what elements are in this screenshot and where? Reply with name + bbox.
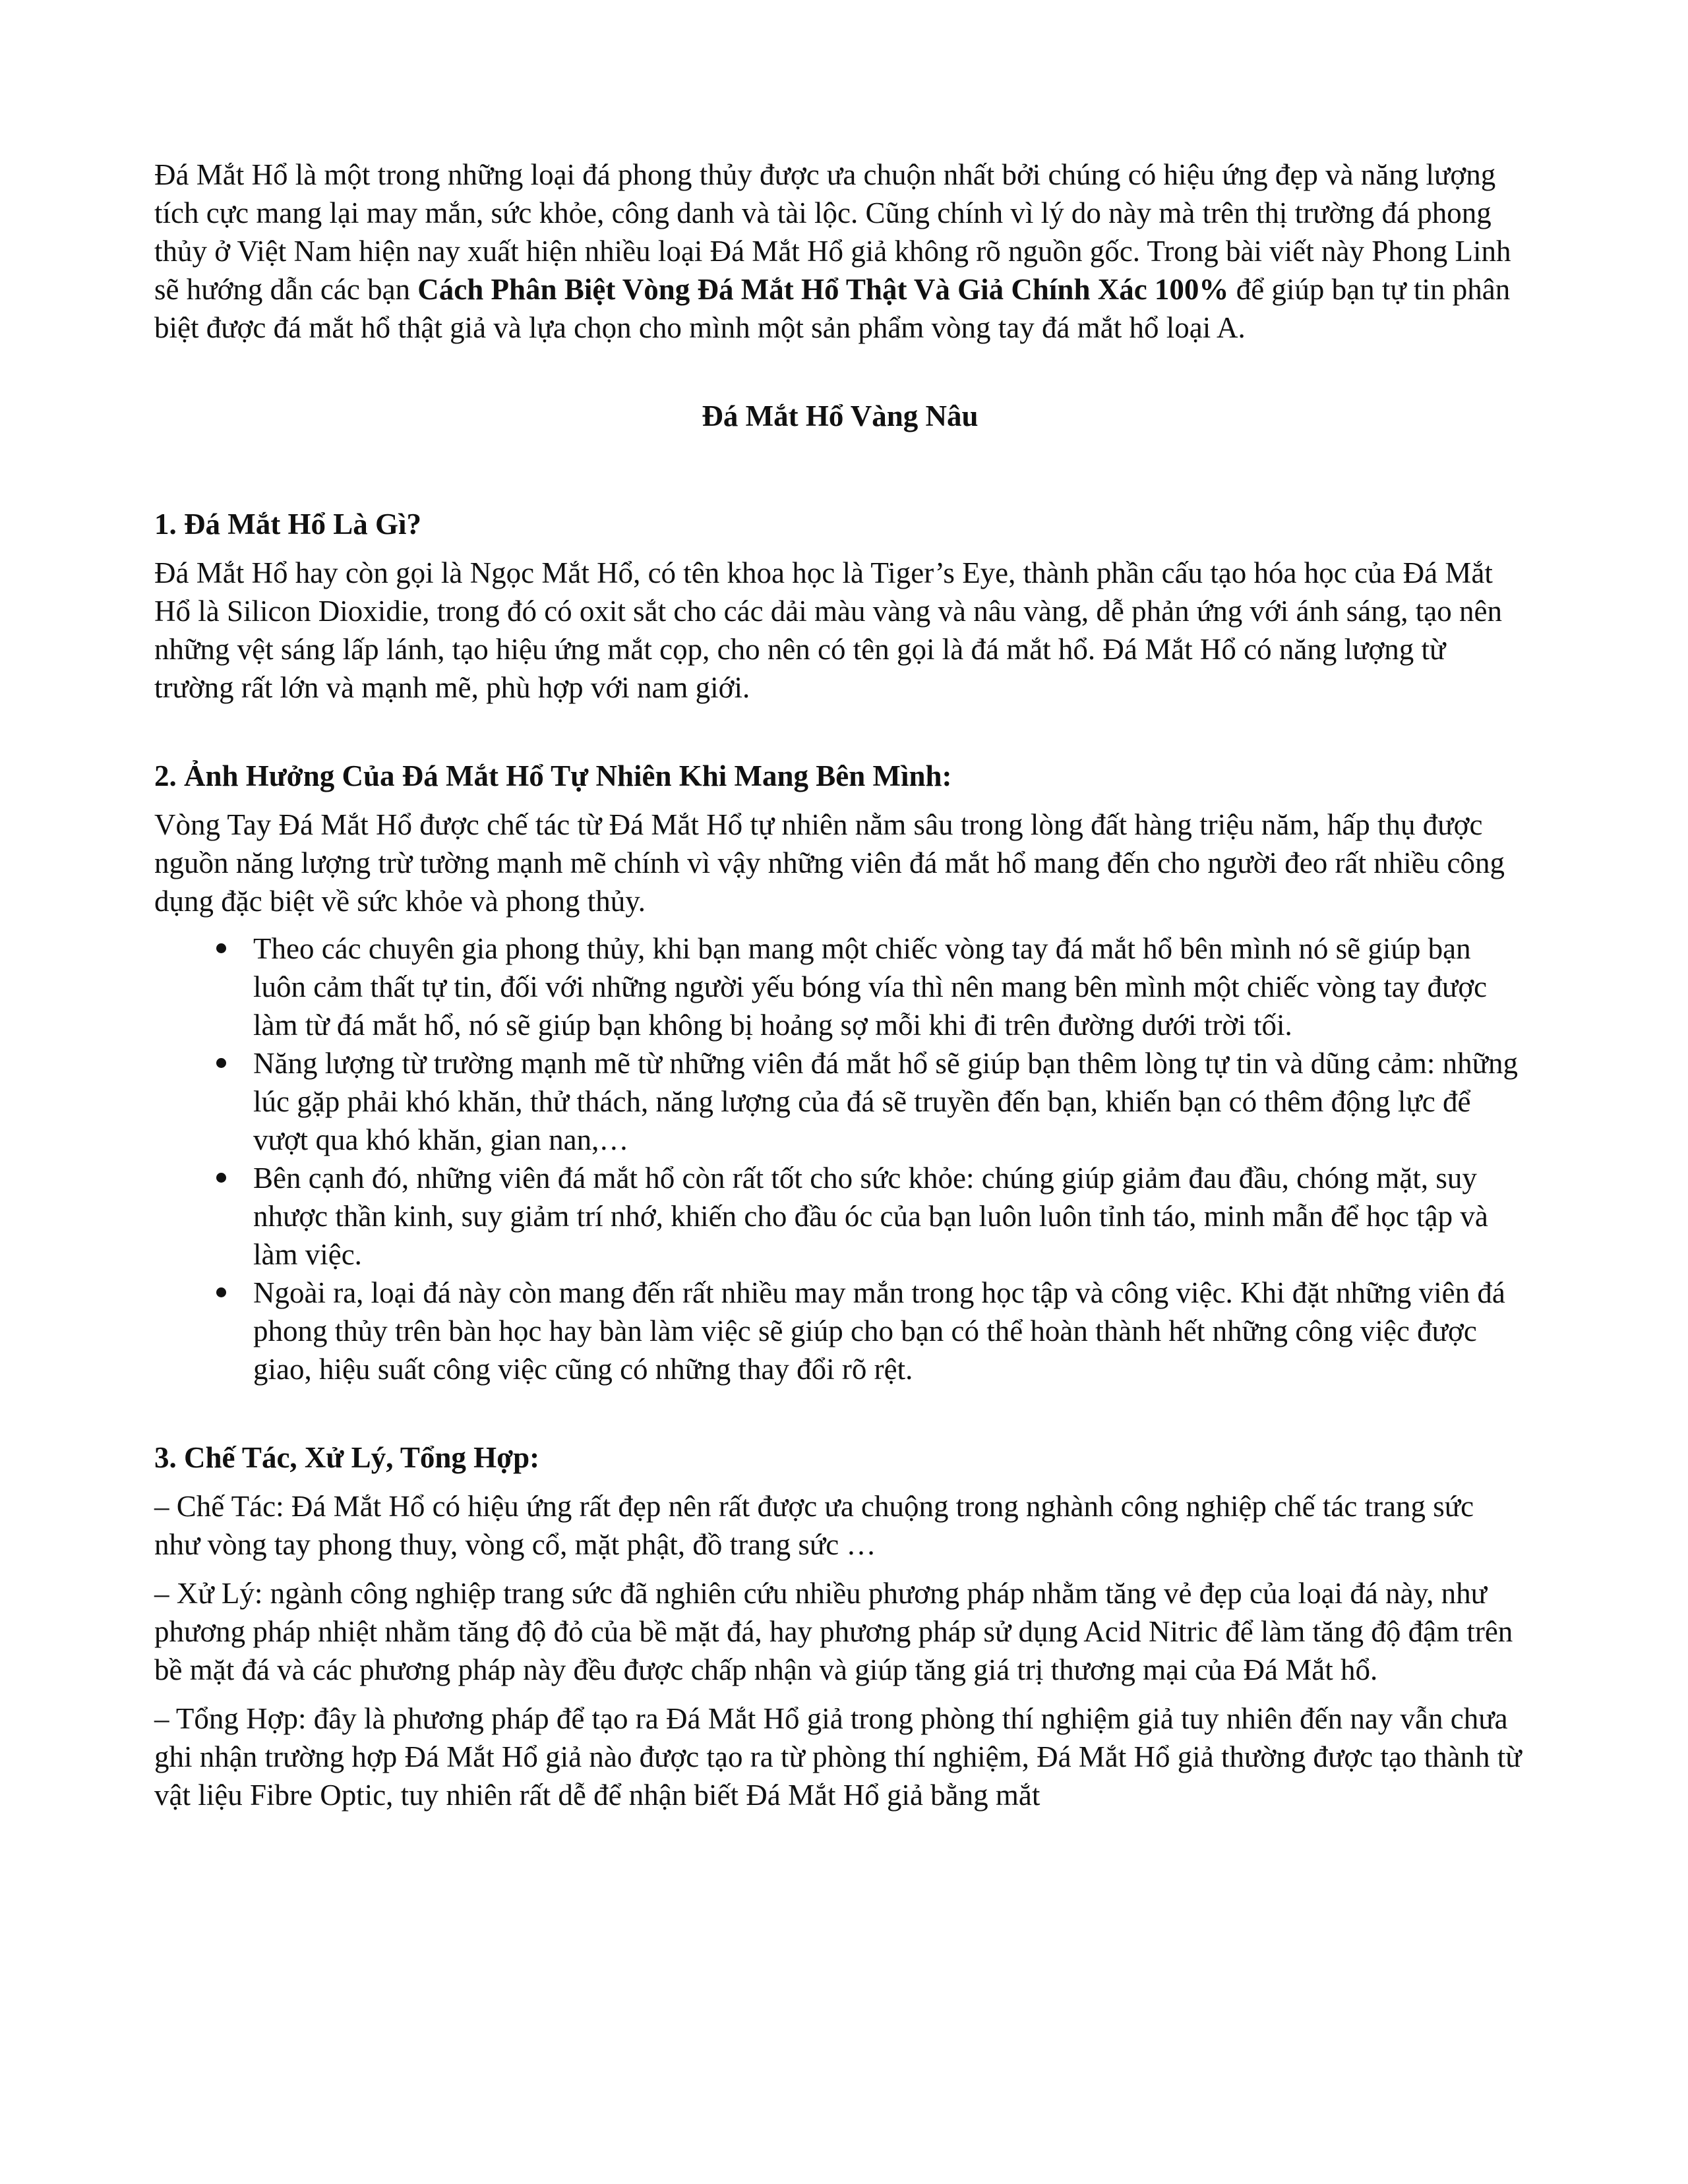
image-caption: Đá Mắt Hổ Vàng Nâu	[702, 399, 979, 432]
bullet-icon	[216, 1058, 226, 1068]
intro-text-part1: Đá Mắt Hổ là một trong những loại đá phong thủy được ưa chuộn nhất bởi chúng có hiệu ứng đẹp và năng lượng tích cực mang lại may mắn, sức khỏe, công danh và tài lộc. Cũng chính vì lý do này mà trên thị trường đá phong thủy ở Việt Nam hiện nay xuất hiện nhiều loại Đá Mắt Hổ giả không rõ nguồn gốc. Trong bài viết này Phong Linh sẽ hướng dẫn các bạn	[154, 158, 1511, 306]
list-item	[154, 930, 1526, 1044]
list-item-text: Năng lượng từ trường mạnh mẽ từ những viên đá mắt hổ sẽ giúp bạn thêm lòng tự tin và dũng cảm: những lúc gặp phải khó khăn, thử thách, năng lượng của đá sẽ truyền đến bạn, khiến bạn có thêm động lực để vượt qua khó khăn, gian nan,…	[253, 1047, 1519, 1156]
section3-paragraph-treatment: – Xử Lý: ngành công nghiệp trang sức đã nghiên cứu nhiều phương pháp nhằm tăng vẻ đẹp của loại đá này, như phương pháp nhiệt nhằm tăng độ đỏ của bề mặt đá, hay phương pháp sử dụng Acid Nitric để làm tăng độ đậm trên bề mặt đá và các phương pháp này đều được chấp nhận và giúp tăng giá trị thương mại của Đá Mắt hổ.	[154, 1577, 1513, 1686]
section2-heading: 2. Ảnh Hưởng Của Đá Mắt Hổ Tự Nhiên Khi Mang Bên Mình:	[154, 759, 952, 792]
section2-bullet-list	[154, 930, 1526, 1388]
list-item	[154, 1044, 1526, 1159]
list-item-text: Bên cạnh đó, những viên đá mắt hổ còn rất tốt cho sức khỏe: chúng giúp giảm đau đầu, chóng mặt, suy nhược thần kinh, suy giảm trí nhớ, khiến cho đầu óc của bạn luôn luôn tỉnh táo, minh mẫn để học tập và làm việc.	[253, 1162, 1488, 1271]
list-item	[154, 1159, 1526, 1274]
list-item	[154, 1274, 1526, 1388]
intro-bold-title: Cách Phân Biệt Vòng Đá Mắt Hổ Thật Và Giả Chính Xác 100%	[417, 273, 1229, 306]
section2-paragraph: Vòng Tay Đá Mắt Hổ được chế tác từ Đá Mắt Hổ tự nhiên nằm sâu trong lòng đất hàng triệu năm, hấp thụ được nguồn năng lượng trừ tường mạnh mẽ chính vì vậy những viên đá mắt hổ mang đến cho người đeo rất nhiều công dụng đặc biệt về sức khỏe và phong thủy.	[154, 808, 1505, 918]
section1-paragraph: Đá Mắt Hổ hay còn gọi là Ngọc Mắt Hổ, có tên khoa học là Tiger’s Eye, thành phần cấu tạo hóa học của Đá Mắt Hổ là Silicon Dioxidie, trong đó có oxit sắt cho các dải màu vàng và nâu vàng, dễ phản ứng với ánh sáng, tạo nên những vệt sáng lấp lánh, tạo hiệu ứng mắt cọp, cho nên có tên gọi là đá mắt hổ. Đá Mắt Hổ có năng lượng từ trường rất lớn và mạnh mẽ, phù hợp với nam giới.	[154, 556, 1502, 704]
bullet-icon	[216, 1287, 226, 1297]
intro-text-part2: để giúp bạn tự tin phân biệt được đá mắt hổ thật giả và lựa chọn cho mình một sản phẩm vòng tay đá mắt hổ loại A.	[154, 273, 1511, 344]
document-page	[154, 156, 1526, 1814]
section1-heading: 1. Đá Mắt Hổ Là Gì?	[154, 508, 421, 541]
list-item-text: Ngoài ra, loại đá này còn mang đến rất nhiều may mắn trong học tập và công việc. Khi đặt những viên đá phong thủy trên bàn học hay bàn làm việc sẽ giúp cho bạn có thể hoàn thành hết những công việc được giao, hiệu suất công việc cũng có những thay đổi rõ rệt.	[253, 1276, 1505, 1386]
bullet-icon	[216, 1173, 226, 1183]
bullet-icon	[216, 943, 226, 953]
section3-heading: 3. Chế Tác, Xử Lý, Tổng Hợp:	[154, 1441, 540, 1474]
list-item-text: Theo các chuyên gia phong thủy, khi bạn mang một chiếc vòng tay đá mắt hổ bên mình nó sẽ giúp bạn luôn cảm thất tự tin, đối với những người yếu bóng vía thì nên mang bên mình một chiếc vòng tay được làm từ đá mắt hổ, nó sẽ giúp bạn không bị hoảng sợ mỗi khi đi trên đường dưới trời tối.	[253, 932, 1488, 1042]
section3-paragraph-craft: – Chế Tác: Đá Mắt Hổ có hiệu ứng rất đẹp nên rất được ưa chuộng trong nghành công nghiệp chế tác trang sức như vòng tay phong thuy, vòng cổ, mặt phật, đồ trang sức …	[154, 1490, 1474, 1561]
intro-paragraph	[154, 156, 1526, 347]
section3-paragraph-synthetic: – Tổng Hợp: đây là phương pháp để tạo ra Đá Mắt Hổ giả trong phòng thí nghiệm giả tuy nhiên đến nay vẫn chưa ghi nhận trường hợp Đá Mắt Hổ giả nào được tạo ra từ phòng thí nghiệm, Đá Mắt Hổ giả thường được tạo thành từ vật liệu Fibre Optic, tuy nhiên rất dễ để nhận biết Đá Mắt Hổ giả bằng mắt	[154, 1702, 1522, 1812]
